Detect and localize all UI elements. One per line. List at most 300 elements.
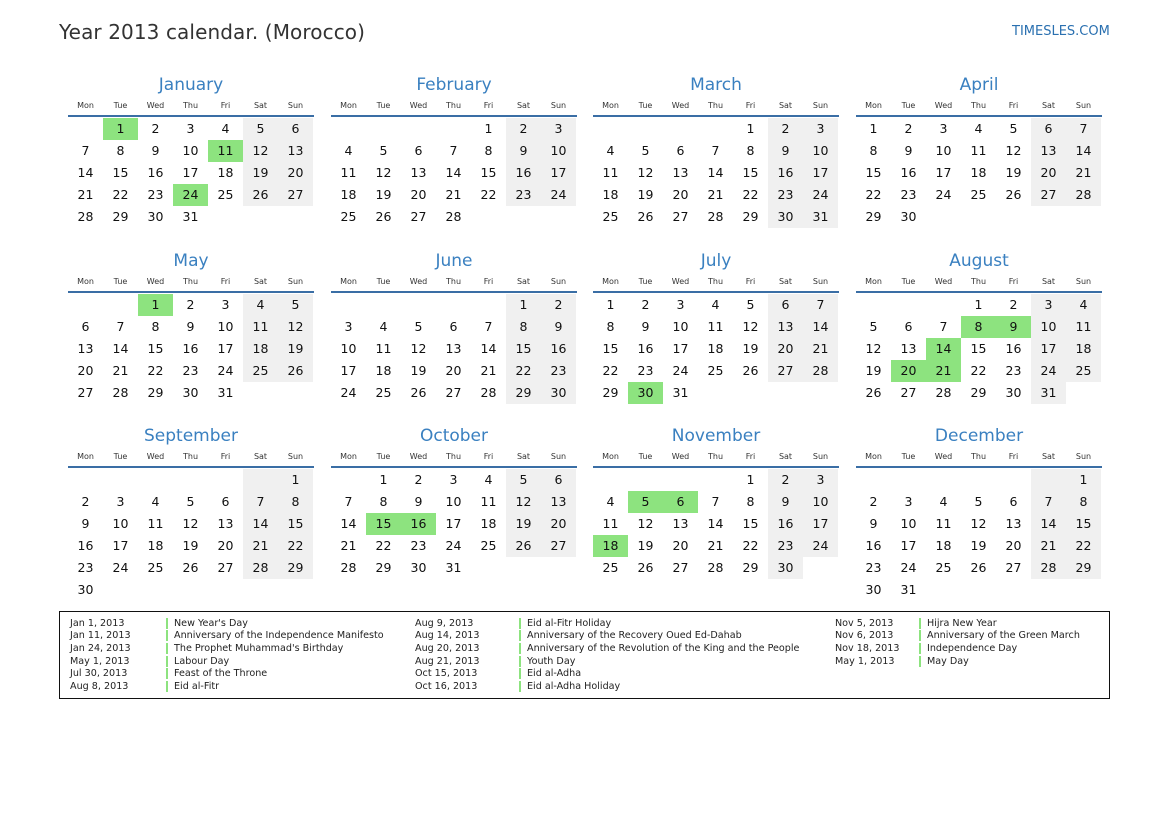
- day-cell[interactable]: 28: [1066, 184, 1101, 206]
- day-cell[interactable]: 9: [151, 143, 160, 158]
- day-cell[interactable]: 6: [1009, 494, 1018, 509]
- site-link[interactable]: TIMESLES.COM: [1012, 24, 1110, 39]
- day-cell[interactable]: 13: [1005, 516, 1022, 531]
- day-cell[interactable]: 19: [243, 162, 278, 184]
- day-cell[interactable]: 14: [1031, 513, 1066, 535]
- day-cell[interactable]: 23: [768, 184, 803, 206]
- day-cell[interactable]: 2: [641, 297, 650, 312]
- day-cell[interactable]: 7: [1031, 491, 1066, 513]
- day-cell[interactable]: 30: [410, 560, 427, 575]
- day-cell[interactable]: 12: [865, 341, 882, 356]
- day-cell[interactable]: 10: [217, 319, 234, 334]
- day-cell[interactable]: 29: [742, 560, 759, 575]
- day-cell[interactable]: 22: [602, 363, 619, 378]
- day-cell[interactable]: 12: [410, 341, 427, 356]
- day-cell[interactable]: 30: [77, 582, 94, 597]
- day-cell[interactable]: 7: [1066, 118, 1101, 140]
- day-cell[interactable]: 7: [711, 143, 720, 158]
- day-cell[interactable]: 20: [445, 363, 462, 378]
- day-cell[interactable]: 12: [637, 516, 654, 531]
- day-cell[interactable]: 9: [768, 140, 803, 162]
- day-cell[interactable]: 29: [147, 385, 164, 400]
- day-cell[interactable]: 17: [182, 165, 199, 180]
- day-cell[interactable]: 9: [414, 494, 423, 509]
- day-cell[interactable]: 8: [116, 143, 125, 158]
- day-cell[interactable]: 14: [112, 341, 129, 356]
- day-cell[interactable]: 15: [278, 513, 313, 535]
- day-cell[interactable]: 30: [628, 382, 663, 404]
- day-cell[interactable]: 30: [865, 582, 882, 597]
- day-cell[interactable]: 17: [340, 363, 357, 378]
- day-cell[interactable]: 22: [278, 535, 313, 557]
- day-cell[interactable]: 2: [541, 294, 576, 316]
- day-cell[interactable]: 31: [1031, 382, 1066, 404]
- day-cell[interactable]: 10: [112, 516, 129, 531]
- day-cell[interactable]: 18: [1066, 338, 1101, 360]
- day-cell[interactable]: 25: [602, 560, 619, 575]
- day-cell[interactable]: 25: [707, 363, 724, 378]
- day-cell[interactable]: 16: [401, 513, 436, 535]
- day-cell[interactable]: 14: [926, 338, 961, 360]
- day-cell[interactable]: 25: [375, 385, 392, 400]
- day-cell[interactable]: 11: [340, 165, 357, 180]
- day-cell[interactable]: 17: [1031, 338, 1066, 360]
- day-cell[interactable]: 19: [278, 338, 313, 360]
- day-cell[interactable]: 29: [375, 560, 392, 575]
- day-cell[interactable]: 16: [1005, 341, 1022, 356]
- day-cell[interactable]: 16: [77, 538, 94, 553]
- day-cell[interactable]: 31: [217, 385, 234, 400]
- day-cell[interactable]: 3: [541, 118, 576, 140]
- day-cell[interactable]: 21: [803, 338, 838, 360]
- day-cell[interactable]: 22: [480, 187, 497, 202]
- day-cell[interactable]: 18: [375, 363, 392, 378]
- day-cell[interactable]: 23: [637, 363, 654, 378]
- day-cell[interactable]: 5: [379, 143, 388, 158]
- day-cell[interactable]: 1: [379, 472, 388, 487]
- day-cell[interactable]: 11: [602, 165, 619, 180]
- day-cell[interactable]: 14: [803, 316, 838, 338]
- day-cell[interactable]: 1: [278, 469, 313, 491]
- day-cell[interactable]: 12: [243, 140, 278, 162]
- day-cell[interactable]: 2: [186, 297, 195, 312]
- day-cell[interactable]: 24: [112, 560, 129, 575]
- day-cell[interactable]: 12: [506, 491, 541, 513]
- day-cell[interactable]: 1: [1066, 469, 1101, 491]
- day-cell[interactable]: 13: [900, 341, 917, 356]
- day-cell[interactable]: 4: [151, 494, 160, 509]
- day-cell[interactable]: 3: [904, 494, 913, 509]
- day-cell[interactable]: 20: [410, 187, 427, 202]
- day-cell[interactable]: 27: [672, 560, 689, 575]
- day-cell[interactable]: 4: [939, 494, 948, 509]
- day-cell[interactable]: 18: [480, 516, 497, 531]
- day-cell[interactable]: 8: [869, 143, 878, 158]
- day-cell[interactable]: 19: [865, 363, 882, 378]
- day-cell[interactable]: 15: [865, 165, 882, 180]
- day-cell[interactable]: 29: [278, 557, 313, 579]
- day-cell[interactable]: 29: [970, 385, 987, 400]
- day-cell[interactable]: 26: [637, 560, 654, 575]
- day-cell[interactable]: 19: [637, 538, 654, 553]
- day-cell[interactable]: 17: [217, 341, 234, 356]
- day-cell[interactable]: 8: [746, 143, 755, 158]
- day-cell[interactable]: 20: [768, 338, 803, 360]
- day-cell[interactable]: 26: [278, 360, 313, 382]
- day-cell[interactable]: 10: [803, 140, 838, 162]
- day-cell[interactable]: 3: [116, 494, 125, 509]
- day-cell[interactable]: 4: [484, 472, 493, 487]
- day-cell[interactable]: 4: [221, 121, 230, 136]
- day-cell[interactable]: 17: [672, 341, 689, 356]
- day-cell[interactable]: 29: [865, 209, 882, 224]
- day-cell[interactable]: 22: [112, 187, 129, 202]
- day-cell[interactable]: 17: [112, 538, 129, 553]
- day-cell[interactable]: 21: [1031, 535, 1066, 557]
- day-cell[interactable]: 24: [935, 187, 952, 202]
- day-cell[interactable]: 24: [672, 363, 689, 378]
- day-cell[interactable]: 19: [637, 187, 654, 202]
- day-cell[interactable]: 4: [711, 297, 720, 312]
- day-cell[interactable]: 24: [803, 535, 838, 557]
- day-cell[interactable]: 18: [602, 187, 619, 202]
- day-cell[interactable]: 14: [340, 516, 357, 531]
- day-cell[interactable]: 24: [541, 184, 576, 206]
- day-cell[interactable]: 13: [1031, 140, 1066, 162]
- day-cell[interactable]: 9: [768, 491, 803, 513]
- day-cell[interactable]: 1: [506, 294, 541, 316]
- day-cell[interactable]: 10: [935, 143, 952, 158]
- day-cell[interactable]: 14: [480, 341, 497, 356]
- day-cell[interactable]: 6: [541, 469, 576, 491]
- day-cell[interactable]: 28: [707, 560, 724, 575]
- day-cell[interactable]: 21: [707, 538, 724, 553]
- day-cell[interactable]: 9: [506, 140, 541, 162]
- day-cell[interactable]: 12: [1005, 143, 1022, 158]
- day-cell[interactable]: 16: [768, 162, 803, 184]
- day-cell[interactable]: 21: [480, 363, 497, 378]
- day-cell[interactable]: 27: [410, 209, 427, 224]
- day-cell[interactable]: 13: [541, 491, 576, 513]
- day-cell[interactable]: 4: [606, 143, 615, 158]
- day-cell[interactable]: 21: [926, 360, 961, 382]
- day-cell[interactable]: 15: [366, 513, 401, 535]
- day-cell[interactable]: 28: [1031, 557, 1066, 579]
- day-cell[interactable]: 19: [1005, 165, 1022, 180]
- day-cell[interactable]: 26: [970, 560, 987, 575]
- day-cell[interactable]: 5: [628, 491, 663, 513]
- day-cell[interactable]: 13: [768, 316, 803, 338]
- day-cell[interactable]: 4: [606, 494, 615, 509]
- day-cell[interactable]: 5: [243, 118, 278, 140]
- day-cell[interactable]: 15: [742, 165, 759, 180]
- day-cell[interactable]: 22: [742, 538, 759, 553]
- day-cell[interactable]: 28: [77, 209, 94, 224]
- day-cell[interactable]: 19: [182, 538, 199, 553]
- day-cell[interactable]: 15: [1066, 513, 1101, 535]
- day-cell[interactable]: 27: [768, 360, 803, 382]
- day-cell[interactable]: 3: [1031, 294, 1066, 316]
- day-cell[interactable]: 2: [768, 469, 803, 491]
- day-cell[interactable]: 7: [803, 294, 838, 316]
- day-cell[interactable]: 26: [637, 209, 654, 224]
- day-cell[interactable]: 3: [803, 118, 838, 140]
- day-cell[interactable]: 21: [77, 187, 94, 202]
- day-cell[interactable]: 20: [1031, 162, 1066, 184]
- day-cell[interactable]: 26: [243, 184, 278, 206]
- day-cell[interactable]: 2: [869, 494, 878, 509]
- day-cell[interactable]: 20: [672, 538, 689, 553]
- day-cell[interactable]: 15: [506, 338, 541, 360]
- day-cell[interactable]: 11: [970, 143, 987, 158]
- day-cell[interactable]: 25: [935, 560, 952, 575]
- day-cell[interactable]: 14: [707, 516, 724, 531]
- day-cell[interactable]: 23: [182, 363, 199, 378]
- day-cell[interactable]: 17: [445, 516, 462, 531]
- day-cell[interactable]: 14: [707, 165, 724, 180]
- day-cell[interactable]: 6: [676, 143, 685, 158]
- day-cell[interactable]: 1: [606, 297, 615, 312]
- day-cell[interactable]: 20: [891, 360, 926, 382]
- day-cell[interactable]: 31: [803, 206, 838, 228]
- day-cell[interactable]: 20: [541, 513, 576, 535]
- day-cell[interactable]: 13: [672, 516, 689, 531]
- day-cell[interactable]: 16: [768, 513, 803, 535]
- day-cell[interactable]: 3: [939, 121, 948, 136]
- day-cell[interactable]: 5: [974, 494, 983, 509]
- day-cell[interactable]: 25: [602, 209, 619, 224]
- day-cell[interactable]: 22: [1066, 535, 1101, 557]
- day-cell[interactable]: 11: [375, 341, 392, 356]
- day-cell[interactable]: 23: [506, 184, 541, 206]
- day-cell[interactable]: 8: [379, 494, 388, 509]
- day-cell[interactable]: 7: [449, 143, 458, 158]
- day-cell[interactable]: 11: [208, 140, 243, 162]
- day-cell[interactable]: 18: [147, 538, 164, 553]
- day-cell[interactable]: 14: [77, 165, 94, 180]
- day-cell[interactable]: 7: [116, 319, 125, 334]
- day-cell[interactable]: 1: [138, 294, 173, 316]
- day-cell[interactable]: 25: [340, 209, 357, 224]
- day-cell[interactable]: 6: [768, 294, 803, 316]
- day-cell[interactable]: 4: [1066, 294, 1101, 316]
- day-cell[interactable]: 21: [340, 538, 357, 553]
- day-cell[interactable]: 27: [541, 535, 576, 557]
- day-cell[interactable]: 4: [344, 143, 353, 158]
- day-cell[interactable]: 2: [904, 121, 913, 136]
- day-cell[interactable]: 12: [970, 516, 987, 531]
- day-cell[interactable]: 12: [278, 316, 313, 338]
- day-cell[interactable]: 24: [1031, 360, 1066, 382]
- day-cell[interactable]: 8: [1066, 491, 1101, 513]
- day-cell[interactable]: 4: [379, 319, 388, 334]
- day-cell[interactable]: 15: [742, 516, 759, 531]
- day-cell[interactable]: 5: [641, 143, 650, 158]
- day-cell[interactable]: 7: [243, 491, 278, 513]
- day-cell[interactable]: 22: [970, 363, 987, 378]
- day-cell[interactable]: 28: [935, 385, 952, 400]
- day-cell[interactable]: 28: [243, 557, 278, 579]
- day-cell[interactable]: 17: [541, 162, 576, 184]
- day-cell[interactable]: 6: [904, 319, 913, 334]
- day-cell[interactable]: 30: [541, 382, 576, 404]
- day-cell[interactable]: 8: [606, 319, 615, 334]
- day-cell[interactable]: 12: [742, 319, 759, 334]
- day-cell[interactable]: 26: [506, 535, 541, 557]
- day-cell[interactable]: 27: [77, 385, 94, 400]
- day-cell[interactable]: 9: [81, 516, 90, 531]
- day-cell[interactable]: 9: [869, 516, 878, 531]
- day-cell[interactable]: 26: [742, 363, 759, 378]
- day-cell[interactable]: 14: [1066, 140, 1101, 162]
- day-cell[interactable]: 8: [506, 316, 541, 338]
- day-cell[interactable]: 12: [182, 516, 199, 531]
- day-cell[interactable]: 1: [484, 121, 493, 136]
- day-cell[interactable]: 9: [541, 316, 576, 338]
- day-cell[interactable]: 18: [593, 535, 628, 557]
- day-cell[interactable]: 18: [340, 187, 357, 202]
- day-cell[interactable]: 28: [480, 385, 497, 400]
- day-cell[interactable]: 21: [112, 363, 129, 378]
- day-cell[interactable]: 5: [869, 319, 878, 334]
- day-cell[interactable]: 1: [746, 472, 755, 487]
- day-cell[interactable]: 19: [742, 341, 759, 356]
- day-cell[interactable]: 5: [278, 294, 313, 316]
- day-cell[interactable]: 6: [449, 319, 458, 334]
- day-cell[interactable]: 6: [278, 118, 313, 140]
- day-cell[interactable]: 27: [445, 385, 462, 400]
- day-cell[interactable]: 8: [151, 319, 160, 334]
- day-cell[interactable]: 11: [243, 316, 278, 338]
- day-cell[interactable]: 30: [182, 385, 199, 400]
- day-cell[interactable]: 14: [445, 165, 462, 180]
- day-cell[interactable]: 1: [974, 297, 983, 312]
- day-cell[interactable]: 3: [344, 319, 353, 334]
- day-cell[interactable]: 21: [1066, 162, 1101, 184]
- day-cell[interactable]: 25: [147, 560, 164, 575]
- day-cell[interactable]: 25: [217, 187, 234, 202]
- day-cell[interactable]: 15: [602, 341, 619, 356]
- day-cell[interactable]: 20: [77, 363, 94, 378]
- day-cell[interactable]: 22: [147, 363, 164, 378]
- day-cell[interactable]: 28: [340, 560, 357, 575]
- day-cell[interactable]: 5: [746, 297, 755, 312]
- day-cell[interactable]: 29: [1066, 557, 1101, 579]
- day-cell[interactable]: 8: [484, 143, 493, 158]
- day-cell[interactable]: 31: [900, 582, 917, 597]
- day-cell[interactable]: 18: [217, 165, 234, 180]
- day-cell[interactable]: 11: [602, 516, 619, 531]
- day-cell[interactable]: 1: [746, 121, 755, 136]
- day-cell[interactable]: 25: [480, 538, 497, 553]
- day-cell[interactable]: 20: [672, 187, 689, 202]
- day-cell[interactable]: 7: [711, 494, 720, 509]
- day-cell[interactable]: 6: [1031, 118, 1066, 140]
- day-cell[interactable]: 29: [742, 209, 759, 224]
- day-cell[interactable]: 13: [217, 516, 234, 531]
- day-cell[interactable]: 6: [663, 491, 698, 513]
- day-cell[interactable]: 2: [414, 472, 423, 487]
- day-cell[interactable]: 19: [410, 363, 427, 378]
- day-cell[interactable]: 19: [506, 513, 541, 535]
- day-cell[interactable]: 18: [935, 538, 952, 553]
- day-cell[interactable]: 27: [1031, 184, 1066, 206]
- day-cell[interactable]: 3: [803, 469, 838, 491]
- day-cell[interactable]: 23: [865, 560, 882, 575]
- day-cell[interactable]: 3: [221, 297, 230, 312]
- day-cell[interactable]: 15: [480, 165, 497, 180]
- day-cell[interactable]: 22: [742, 187, 759, 202]
- day-cell[interactable]: 26: [375, 209, 392, 224]
- day-cell[interactable]: 6: [221, 494, 230, 509]
- day-cell[interactable]: 29: [602, 385, 619, 400]
- day-cell[interactable]: 4: [974, 121, 983, 136]
- day-cell[interactable]: 9: [904, 143, 913, 158]
- day-cell[interactable]: 5: [414, 319, 423, 334]
- day-cell[interactable]: 11: [935, 516, 952, 531]
- day-cell[interactable]: 13: [672, 165, 689, 180]
- day-cell[interactable]: 3: [449, 472, 458, 487]
- day-cell[interactable]: 15: [970, 341, 987, 356]
- day-cell[interactable]: 25: [970, 187, 987, 202]
- day-cell[interactable]: 12: [375, 165, 392, 180]
- day-cell[interactable]: 6: [81, 319, 90, 334]
- day-cell[interactable]: 24: [803, 184, 838, 206]
- day-cell[interactable]: 25: [1066, 360, 1101, 382]
- day-cell[interactable]: 13: [278, 140, 313, 162]
- day-cell[interactable]: 21: [707, 187, 724, 202]
- day-cell[interactable]: 17: [803, 162, 838, 184]
- day-cell[interactable]: 4: [243, 294, 278, 316]
- day-cell[interactable]: 28: [803, 360, 838, 382]
- day-cell[interactable]: 10: [541, 140, 576, 162]
- day-cell[interactable]: 26: [182, 560, 199, 575]
- day-cell[interactable]: 20: [1005, 538, 1022, 553]
- day-cell[interactable]: 7: [939, 319, 948, 334]
- day-cell[interactable]: 30: [768, 557, 803, 579]
- day-cell[interactable]: 7: [81, 143, 90, 158]
- day-cell[interactable]: 30: [768, 206, 803, 228]
- day-cell[interactable]: 10: [672, 319, 689, 334]
- day-cell[interactable]: 12: [637, 165, 654, 180]
- day-cell[interactable]: 16: [147, 165, 164, 180]
- day-cell[interactable]: 19: [375, 187, 392, 202]
- day-cell[interactable]: 27: [900, 385, 917, 400]
- day-cell[interactable]: 14: [243, 513, 278, 535]
- day-cell[interactable]: 9: [996, 316, 1031, 338]
- day-cell[interactable]: 16: [637, 341, 654, 356]
- day-cell[interactable]: 5: [186, 494, 195, 509]
- day-cell[interactable]: 3: [676, 297, 685, 312]
- day-cell[interactable]: 24: [217, 363, 234, 378]
- day-cell[interactable]: 24: [445, 538, 462, 553]
- day-cell[interactable]: 10: [340, 341, 357, 356]
- day-cell[interactable]: 23: [768, 535, 803, 557]
- day-cell[interactable]: 28: [112, 385, 129, 400]
- day-cell[interactable]: 18: [970, 165, 987, 180]
- day-cell[interactable]: 10: [445, 494, 462, 509]
- day-cell[interactable]: 23: [410, 538, 427, 553]
- day-cell[interactable]: 16: [506, 162, 541, 184]
- day-cell[interactable]: 7: [344, 494, 353, 509]
- day-cell[interactable]: 15: [112, 165, 129, 180]
- day-cell[interactable]: 30: [1005, 385, 1022, 400]
- day-cell[interactable]: 30: [147, 209, 164, 224]
- day-cell[interactable]: 28: [707, 209, 724, 224]
- day-cell[interactable]: 24: [340, 385, 357, 400]
- day-cell[interactable]: 24: [173, 184, 208, 206]
- day-cell[interactable]: 21: [243, 535, 278, 557]
